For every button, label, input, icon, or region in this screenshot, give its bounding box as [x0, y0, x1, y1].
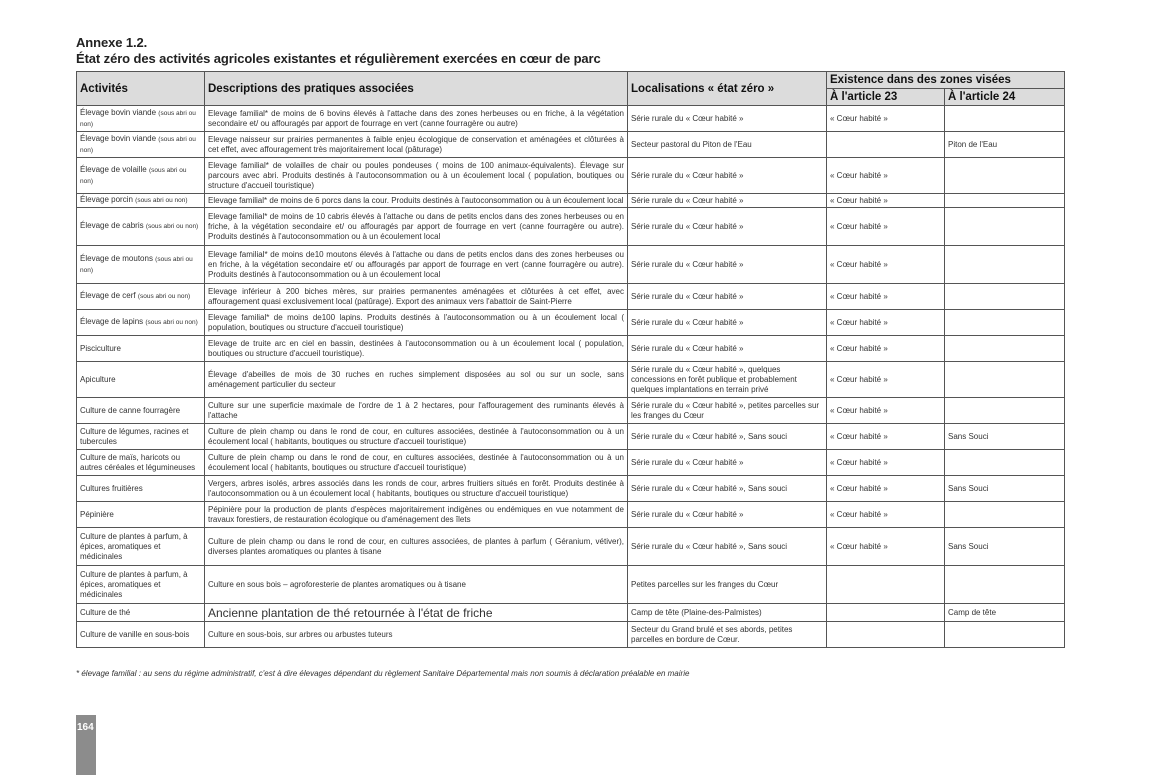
cell-description: Elevage familial* de moins de10 moutons élevés à l'attache ou dans de petits enclos dans des zones herbeuses ou en friche, à la végétation secondaire et/ ou affouragés par apport de fourrage en vert (canne fourragère ou autre). Produits destinés à l'autoconsommation ou à un écoulement local — [205, 246, 628, 284]
header-descriptions: Descriptions des pratiques associées — [205, 72, 628, 106]
cell-description: Culture en sous bois – agroforesterie de plantes aromatiques ou à tisane — [205, 566, 628, 604]
cell-article-24: Sans Souci — [945, 424, 1065, 450]
activite-label: Pisciculture — [80, 343, 121, 353]
activite-label: Pépinière — [80, 509, 114, 519]
table-row — [77, 528, 1065, 566]
cell-article-23: « Cœur habité » — [827, 310, 945, 336]
cell-article-24 — [945, 194, 1065, 208]
cell-activite — [77, 310, 205, 336]
cell-article-23 — [827, 604, 945, 622]
activite-label: Élevage porcin — [80, 195, 133, 204]
activite-qualifier: (sous abri ou non) — [137, 293, 191, 300]
cell-activite — [77, 502, 205, 528]
annex-title: État zéro des activités agricoles existantes et régulièrement exercées en cœur de parc — [76, 51, 601, 66]
cell-article-23: « Cœur habité » — [827, 158, 945, 194]
activite-qualifier: (sous abri ou non) — [80, 255, 193, 274]
cell-article-23: « Cœur habité » — [827, 398, 945, 424]
cell-localisation: Série rurale du « Cœur habité », quelques concessions en forêt publique et probablement quelques implantations en terrain privé — [628, 362, 827, 398]
cell-article-24: Sans Souci — [945, 476, 1065, 502]
table-row — [77, 336, 1065, 362]
activite-label: Élevage de cabris — [80, 221, 144, 230]
table-row — [77, 132, 1065, 158]
cell-article-23 — [827, 622, 945, 648]
cell-localisation: Série rurale du « Cœur habité » — [628, 310, 827, 336]
cell-description: Elevage familial* de moins de 10 cabris élevés à l'attache ou dans de petits enclos dans des zones herbeuses ou en friche, à la végétation secondaire et/ ou affouragés par apport de fourrage en vert (canne fourragère ou autre). Produits destinés à l'autoconsommation ou à un écoulement local — [205, 208, 628, 246]
cell-article-23: « Cœur habité » — [827, 246, 945, 284]
cell-localisation: Série rurale du « Cœur habité » — [628, 284, 827, 310]
table-row — [77, 398, 1065, 424]
cell-description: Culture de plein champ ou dans le rond de cour, en cultures associées, destinée à l'autoconsommation ou à un écoulement local ( habitants, boutiques ou structure d'accueil touristique) — [205, 424, 628, 450]
table-row — [77, 450, 1065, 476]
cell-description: Elevage de truite arc en ciel en bassin, destinées à l'autoconsommation ou à un écoulement local ( population, boutiques ou structure d'accueil touristique). — [205, 336, 628, 362]
cell-localisation: Série rurale du « Cœur habité » — [628, 502, 827, 528]
cell-description: Ancienne plantation de thé retournée à l'état de friche — [205, 604, 628, 622]
activite-qualifier: (sous abri ou non) — [135, 197, 188, 204]
page-heading — [76, 35, 1066, 67]
activite-label: Culture de vanille en sous-bois — [80, 629, 190, 639]
table-row — [77, 310, 1065, 336]
cell-localisation: Série rurale du « Cœur habité », Sans souci — [628, 528, 827, 566]
cell-description: Elevage familial* de volailles de chair ou poules pondeuses ( moins de 100 animaux-équivalents). Élevage sur parcours avec abri. Produits destinés à l'autoconsommation ou à un écoulement local ( population, boutiques ou structure d'accueil touristique) — [205, 158, 628, 194]
table-row — [77, 604, 1065, 622]
activite-label: Élevage bovin viande — [80, 133, 157, 143]
cell-activite — [77, 336, 205, 362]
cell-article-23: « Cœur habité » — [827, 336, 945, 362]
activite-label: Culture de plantes à parfum, à épices, aromatiques et médicinales — [80, 531, 188, 561]
cell-article-24: Camp de tête — [945, 604, 1065, 622]
activite-label: Culture de canne fourragère — [80, 405, 181, 415]
cell-activite — [77, 194, 205, 208]
cell-activite — [77, 424, 205, 450]
header-article-23: À l'article 23 — [827, 89, 945, 106]
cell-activite — [77, 158, 205, 194]
cell-article-23 — [827, 566, 945, 604]
activite-qualifier: (sous abri ou non) — [145, 319, 198, 326]
cell-article-23: « Cœur habité » — [827, 106, 945, 132]
cell-article-23: « Cœur habité » — [827, 528, 945, 566]
cell-description: Culture de plein champ ou dans le rond de cour, en cultures associées, destinée à l'autoconsommation ou à un écoulement local ( habitants, boutiques ou structure d'accueil touristique) — [205, 450, 628, 476]
cell-localisation: Série rurale du « Cœur habité » — [628, 158, 827, 194]
cell-activite — [77, 622, 205, 648]
cell-article-24 — [945, 208, 1065, 246]
activite-qualifier: (sous abri ou non) — [80, 109, 196, 128]
cell-description: Elevage familial* de moins de 6 bovins élevés à l'attache dans des zones herbeuses ou en friche, à la végétation secondaire et/ ou affouragés par apport de fourrage en vert (canne fourragère ou autre) — [205, 106, 628, 132]
cell-article-24 — [945, 566, 1065, 604]
cell-description: Culture en sous-bois, sur arbres ou arbustes tuteurs — [205, 622, 628, 648]
cell-description: Culture de plein champ ou dans le rond de cour, en cultures associées, de plantes à parfum ( Géranium, vétiver), diverses plantes aromatiques ou plantes à tisane — [205, 528, 628, 566]
cell-activite — [77, 528, 205, 566]
cell-article-24 — [945, 398, 1065, 424]
activite-label: Culture de plantes à parfum, à épices, aromatiques et médicinales — [80, 569, 188, 599]
table-row — [77, 622, 1065, 648]
cell-article-24 — [945, 450, 1065, 476]
cell-activite — [77, 566, 205, 604]
cell-localisation: Série rurale du « Cœur habité », Sans souci — [628, 476, 827, 502]
cell-description: Elevage familial* de moins de100 lapins. Produits destinés à l'autoconsommation ou à un écoulement local ( population, boutiques ou structure d'accueil touristique) — [205, 310, 628, 336]
cell-article-24: Piton de l'Eau — [945, 132, 1065, 158]
cell-localisation: Série rurale du « Cœur habité » — [628, 336, 827, 362]
cell-article-24 — [945, 106, 1065, 132]
cell-article-23: « Cœur habité » — [827, 362, 945, 398]
activite-label: Culture de thé — [80, 607, 131, 617]
cell-description: Elevage familial* de moins de 6 porcs dans la cour. Produits destinés à l'autoconsommation ou à un écoulement local — [205, 194, 628, 208]
cell-article-24: Sans Souci — [945, 528, 1065, 566]
cell-article-23: « Cœur habité » — [827, 476, 945, 502]
cell-activite — [77, 362, 205, 398]
activite-qualifier: (sous abri ou non) — [80, 166, 187, 185]
table-row — [77, 362, 1065, 398]
cell-localisation: Série rurale du « Cœur habité » — [628, 450, 827, 476]
cell-activite — [77, 398, 205, 424]
cell-activite — [77, 284, 205, 310]
cell-article-23: « Cœur habité » — [827, 208, 945, 246]
header-existence: Existence dans des zones visées — [827, 72, 1065, 89]
cell-localisation: Série rurale du « Cœur habité » — [628, 208, 827, 246]
cell-localisation: Série rurale du « Cœur habité », petites parcelles sur les franges du Cœur — [628, 398, 827, 424]
page-number: 164 — [77, 722, 94, 733]
cell-description: Elevage inférieur à 200 biches mères, sur prairies permanentes aménagées et clôturées à cet effet, avec affouragement quasi exclusivement local (patûrage). Export des animaux vers l'abattoir de Saint-Pierre — [205, 284, 628, 310]
table-body — [77, 106, 1065, 648]
cell-article-24 — [945, 310, 1065, 336]
cell-article-23 — [827, 132, 945, 158]
activite-qualifier: (sous abri ou non) — [145, 223, 199, 230]
annex-number: Annexe 1.2. — [76, 35, 148, 50]
table-row — [77, 158, 1065, 194]
cell-activite — [77, 132, 205, 158]
cell-article-24 — [945, 246, 1065, 284]
cell-description: Vergers, arbres isolés, arbres associés dans les ronds de cour, arbres fruitiers situés en forêt. Produits destinée à l'autoconsommation ou à un écoulement local ( habitants, boutiques ou structure d'accueil touristique) — [205, 476, 628, 502]
cell-localisation: Secteur pastoral du Piton de l'Eau — [628, 132, 827, 158]
cell-activite — [77, 246, 205, 284]
cell-activite — [77, 208, 205, 246]
cell-activite — [77, 450, 205, 476]
activite-label: Apiculture — [80, 374, 116, 384]
cell-article-23: « Cœur habité » — [827, 284, 945, 310]
activite-label: Élevage de moutons — [80, 253, 153, 263]
table-row — [77, 476, 1065, 502]
cell-article-24 — [945, 362, 1065, 398]
cell-article-24 — [945, 622, 1065, 648]
cell-localisation: Camp de tête (Plaine-des-Palmistes) — [628, 604, 827, 622]
activite-label: Élevage de cerf — [80, 291, 136, 300]
cell-description: Élevage d'abeilles de mois de 30 ruches en ruches simplement disposées au sol ou sur un socle, sans aménagement particulier du secteur — [205, 362, 628, 398]
cell-localisation: Série rurale du « Cœur habité », Sans souci — [628, 424, 827, 450]
cell-article-24 — [945, 158, 1065, 194]
header-article-24: À l'article 24 — [945, 89, 1065, 106]
activite-label: Élevage bovin viande — [80, 107, 157, 117]
cell-localisation: Série rurale du « Cœur habité » — [628, 106, 827, 132]
cell-description: Pépinière pour la production de plants d'espèces majoritairement indigènes ou endémiques en vue notamment de travaux forestiers, de restauration écologique ou d'aménagement des îlets — [205, 502, 628, 528]
cell-localisation: Petites parcelles sur les franges du Cœur — [628, 566, 827, 604]
table-row — [77, 194, 1065, 208]
table-row — [77, 284, 1065, 310]
cell-article-24 — [945, 502, 1065, 528]
cell-activite — [77, 106, 205, 132]
activite-label: Culture de légumes, racines et tubercules — [80, 426, 189, 446]
activite-label: Élevage de lapins — [80, 317, 144, 326]
header-activites: Activités — [77, 72, 205, 106]
cell-description: Elevage naisseur sur prairies permanentes à faible enjeu écologique de conservation et aménagées et clôturées à cet effet, avec affouragement très majoritairement local (pâturage) — [205, 132, 628, 158]
table-row — [77, 502, 1065, 528]
footnote: * élevage familial : au sens du régime administratif, c'est à dire élevages dépendant du règlement Sanitaire Départemental mais non soumis à déclaration préalable en mairie — [76, 669, 690, 678]
activite-label: Élevage de volaille — [80, 164, 147, 174]
activite-qualifier: (sous abri ou non) — [80, 135, 196, 154]
cell-description: Culture sur une superficie maximale de l'ordre de 1 à 2 hectares, pour l'affouragement des ruminants élevés à l'attache — [205, 398, 628, 424]
header-localisations: Localisations « état zéro » — [628, 72, 827, 106]
cell-localisation: Série rurale du « Cœur habité » — [628, 194, 827, 208]
table-row — [77, 106, 1065, 132]
table-row — [77, 424, 1065, 450]
activite-label: Culture de maïs, haricots ou autres céréales et légumineuses — [80, 452, 196, 472]
cell-article-23: « Cœur habité » — [827, 424, 945, 450]
activite-label: Cultures fruitières — [80, 483, 143, 493]
cell-article-23: « Cœur habité » — [827, 194, 945, 208]
cell-article-23: « Cœur habité » — [827, 502, 945, 528]
cell-article-24 — [945, 284, 1065, 310]
activities-table — [76, 71, 1065, 648]
cell-localisation: Secteur du Grand brulé et ses abords, petites parcelles en bordure de Cœur. — [628, 622, 827, 648]
cell-activite — [77, 604, 205, 622]
cell-localisation: Série rurale du « Cœur habité » — [628, 246, 827, 284]
cell-article-24 — [945, 336, 1065, 362]
table-row — [77, 566, 1065, 604]
table-row — [77, 246, 1065, 284]
table-row — [77, 208, 1065, 246]
cell-activite — [77, 476, 205, 502]
cell-article-23: « Cœur habité » — [827, 450, 945, 476]
